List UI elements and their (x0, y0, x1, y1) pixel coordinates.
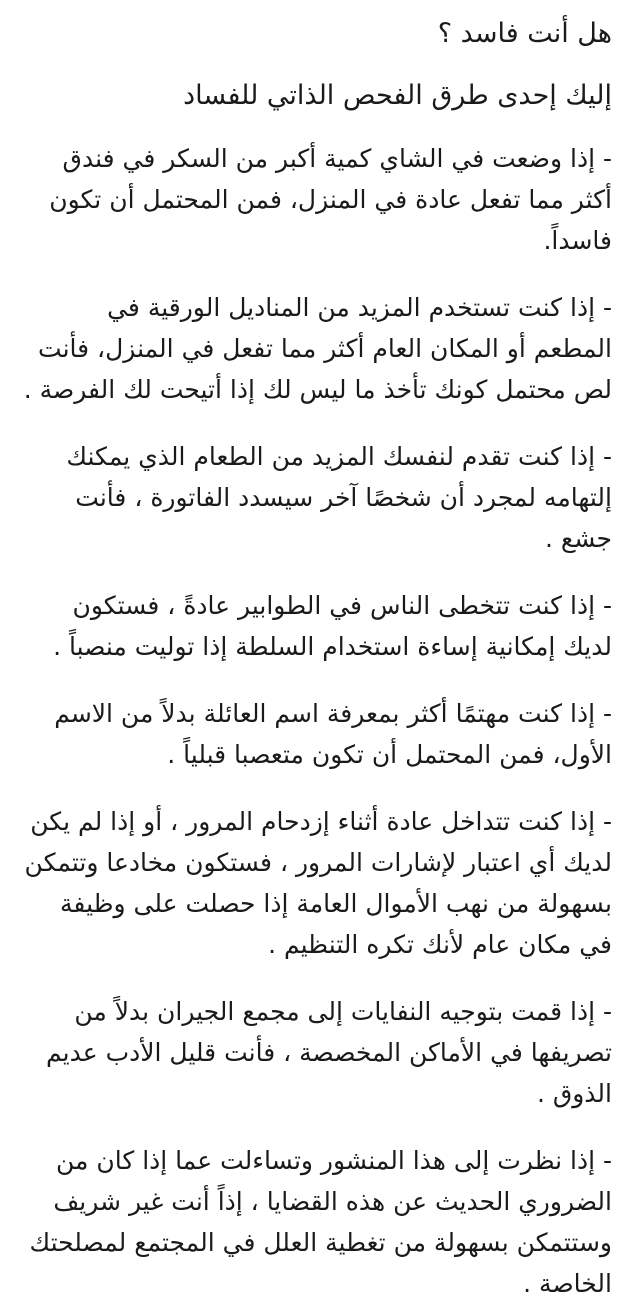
paragraph-5: - إذا كنت مهتمًا أكثر بمعرفة اسم العائلة بدلاً من الاسم الأول، فمن المحتمل أن تكون متعصبا قبلياً . (54, 699, 612, 769)
paragraph-4: - إذا كنت تتخطى الناس في الطوابير عادةً ، فستكون لديك إمكانية إساءة استخدام السلطة إذا توليت منصباً . (53, 591, 612, 661)
paragraph-1: - إذا وضعت في الشاي كمية أكبر من السكر في فندق أكثر مما تفعل عادة في المنزل، فمن المحتمل أن تكون فاسداً. (49, 144, 612, 255)
paragraph-2: - إذا كنت تستخدم المزيد من المناديل الورقية في المطعم أو المكان العام أكثر مما تفعل في المنزل، فأنت لص محتمل كونك تأخذ ما ليس لك إذا أتيحت لك الفرصة . (23, 293, 612, 404)
post-intro: إليك إحدى طرق الفحص الذاتي للفساد (183, 80, 612, 111)
paragraph-3: - إذا كنت تقدم لنفسك المزيد من الطعام الذي يمكنك إلتهامه لمجرد أن شخصًا آخر سيسدد الفاتورة ، فأنت جشع . (66, 442, 612, 553)
paragraph-6: - إذا كنت تتداخل عادة أثناء إزدحام المرور ، أو إذا لم يكن لديك أي اعتبار لإشارات المرور ، فستكون مخادعا وتتمكن بسهولة من نهب الأموال العامة إذا حصلت على وظيفة في مكان عام لأنك تكره التنظيم . (24, 807, 612, 959)
paragraph-8: - إذا نظرت إلى هذا المنشور وتساءلت عما إذا كان من الضروري الحديث عن هذه القضايا ، إذاً أنت غير شريف وستتمكن بسهولة من تغطية العلل في المجتمع لمصلحتك الخاصة . (29, 1146, 612, 1298)
paragraph-7: - إذا قمت بتوجيه النفايات إلى مجمع الجيران بدلاً من تصريفها في الأماكن المخصصة ، فأنت قليل الأدب عديم الذوق . (46, 997, 612, 1108)
post-title: هل أنت فاسد ؟ (437, 18, 612, 49)
